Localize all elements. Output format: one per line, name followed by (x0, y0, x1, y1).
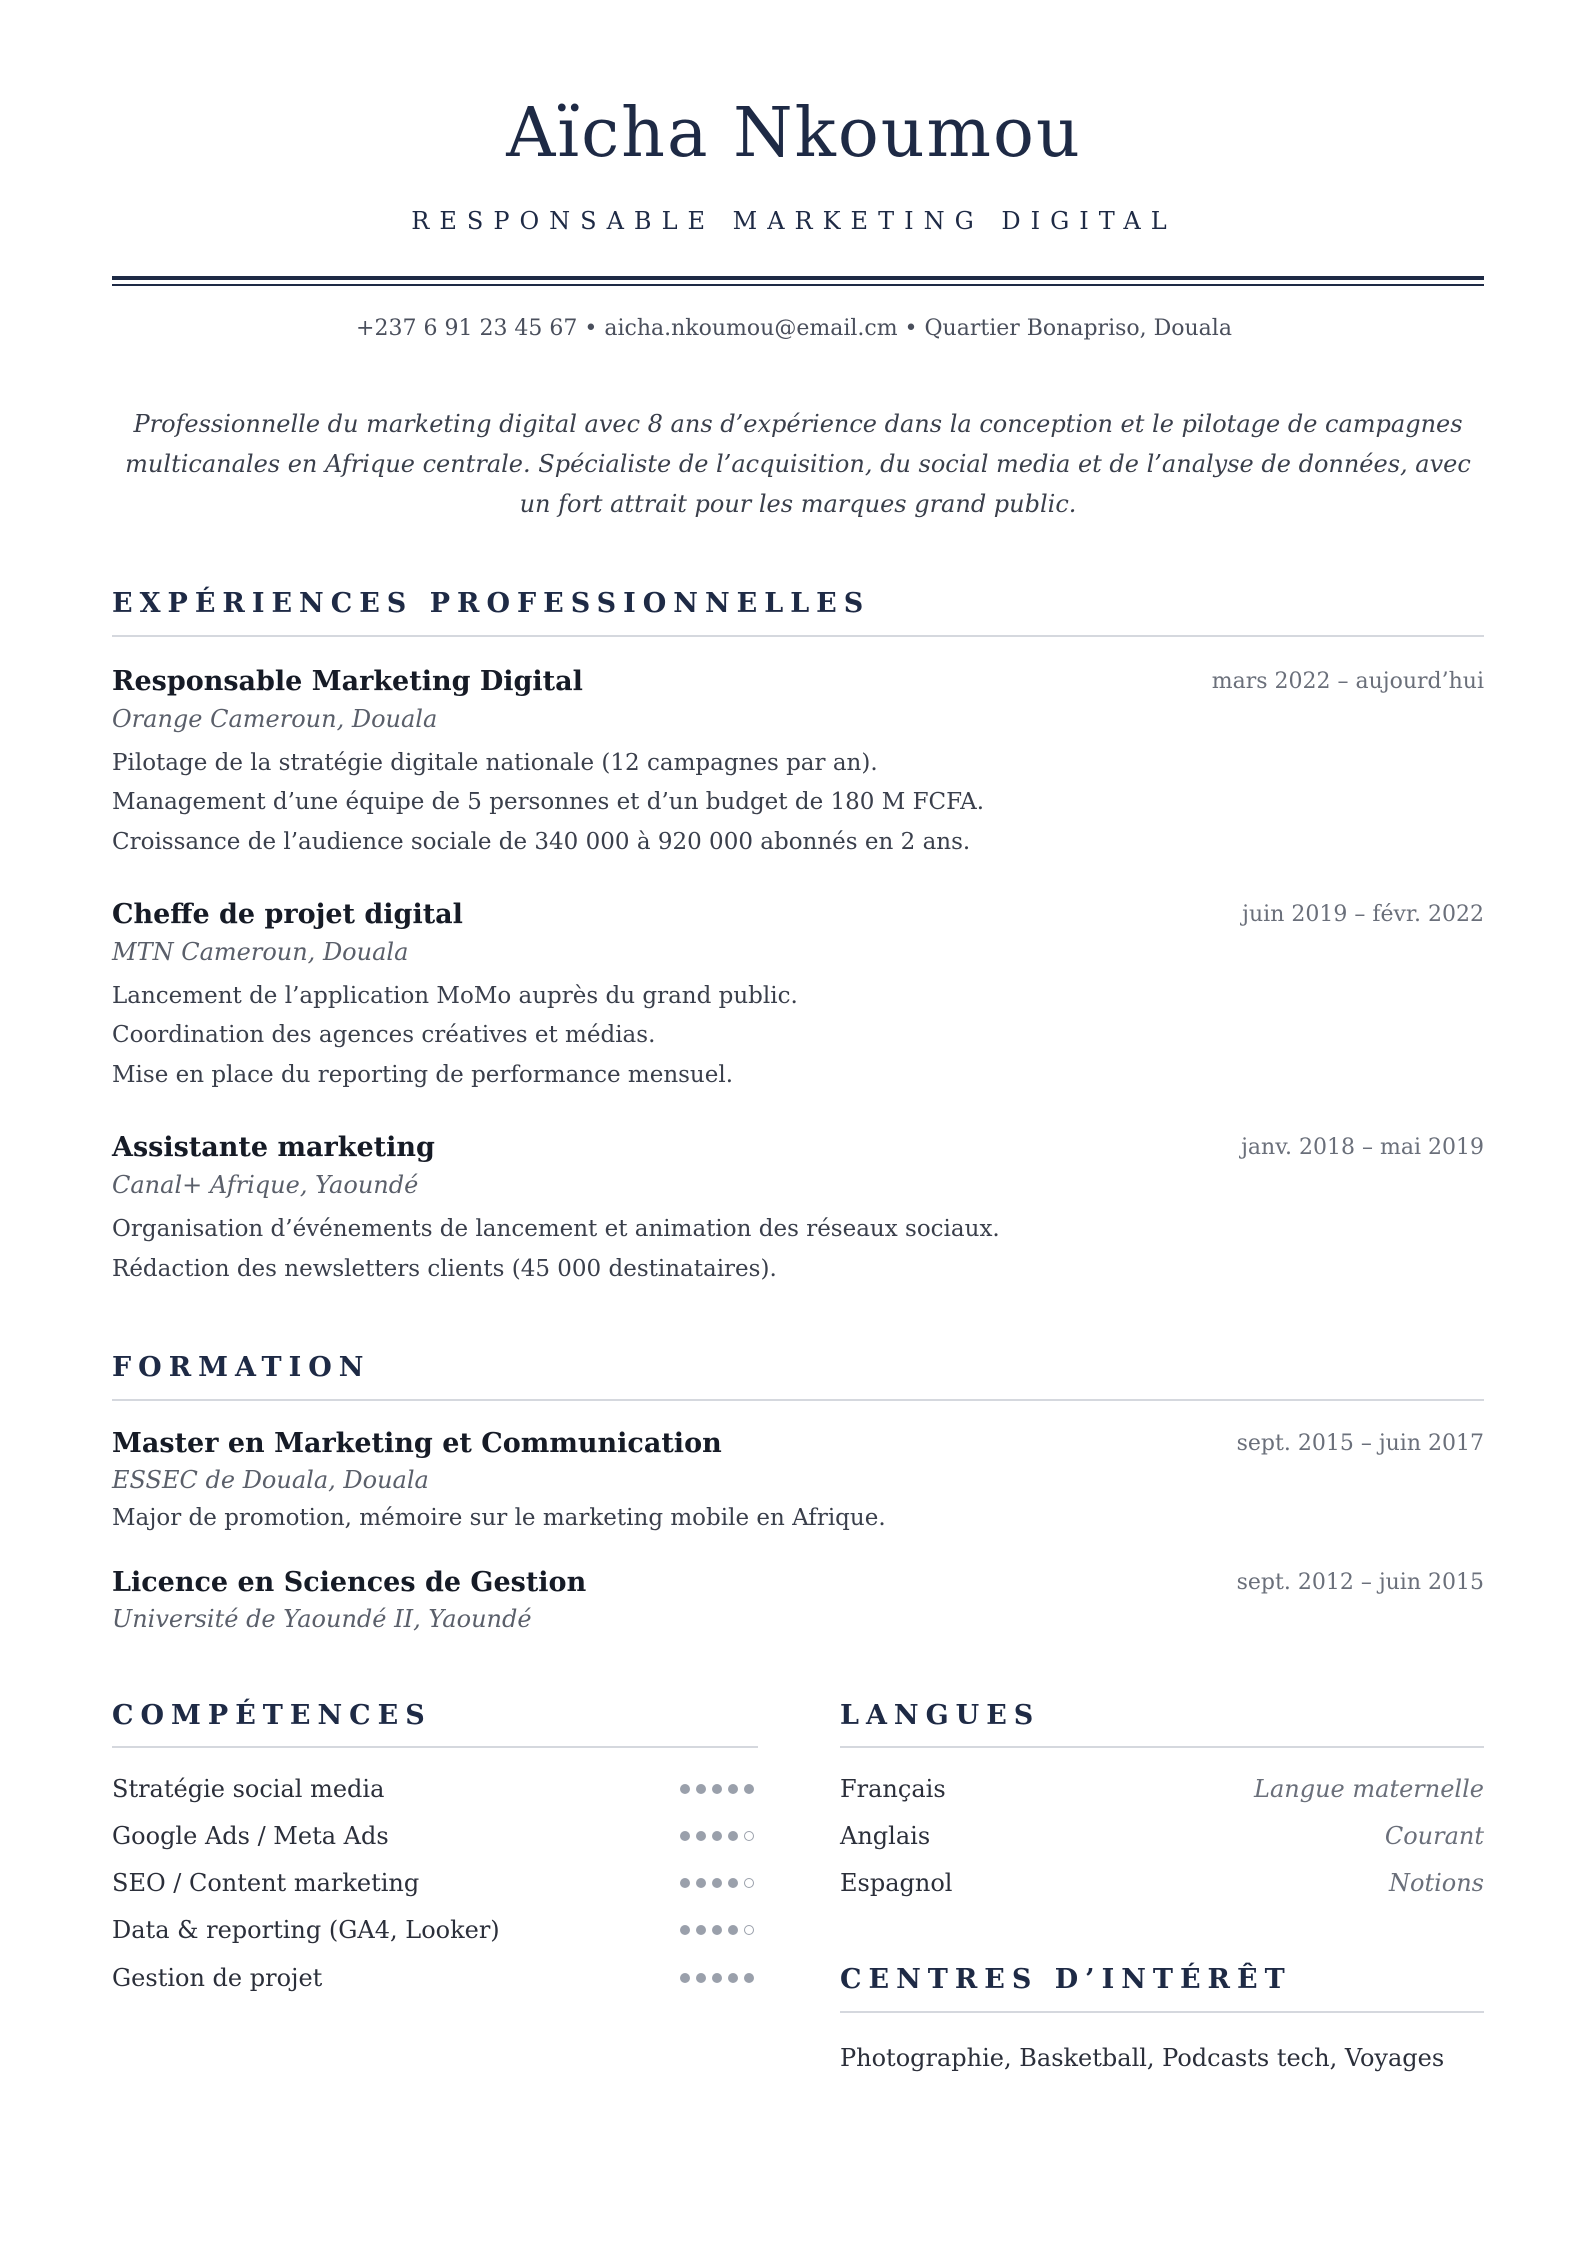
job-title: Cheffe de projet digital (112, 899, 463, 930)
empty-dot-icon (744, 1925, 754, 1935)
filled-dot-icon (744, 1784, 754, 1794)
job-title: Responsable Marketing Digital (112, 666, 583, 697)
contact-info: +237 6 91 23 45 67 • aicha.nkoumou@email.cm • Quartier Bonapriso, Douala (356, 316, 1232, 341)
interests-list: Photographie, Basketball, Podcasts tech, Voyages (840, 2044, 1445, 2072)
degree-title: Licence en Sciences de Gestion (112, 1567, 587, 1598)
language-level: Langue maternelle (1254, 1775, 1484, 1803)
job-detail-line: Management d’une équipe de 5 personnes et d’un budget de 180 M FCFA. (112, 789, 985, 815)
skill-level-dots (680, 1963, 754, 1993)
skills-section-title: COMPÉTENCES (112, 1700, 432, 1731)
filled-dot-icon (728, 1831, 738, 1841)
profile-summary: Professionnelle du marketing digital avec 8 ans d’expérience dans la conception et le pilotage de campagnes multicanales en Afrique centrale. Spécialiste de l’acquisition, du social media et de l’analyse de données, avec un fort attrait pour les marques grand public. (125, 410, 1471, 518)
skill-name: Gestion de projet (112, 1964, 323, 1992)
filled-dot-icon (680, 1784, 690, 1794)
skill-row (112, 1821, 754, 1851)
education-section-title: FORMATION (112, 1352, 371, 1383)
filled-dot-icon (696, 1831, 706, 1841)
skill-name: SEO / Content marketing (112, 1869, 420, 1897)
skill-level-dots (680, 1821, 754, 1851)
language-name: Anglais (840, 1822, 931, 1850)
skill-name: Stratégie social media (112, 1775, 385, 1803)
filled-dot-icon (728, 1784, 738, 1794)
filled-dot-icon (680, 1831, 690, 1841)
header-rule-thick (112, 276, 1484, 280)
language-name: Français (840, 1775, 946, 1803)
filled-dot-icon (744, 1973, 754, 1983)
job-dates: mars 2022 – aujourd’hui (1211, 669, 1484, 694)
skill-name: Google Ads / Meta Ads (112, 1822, 389, 1850)
skill-row (112, 1915, 754, 1945)
degree-school: Université de Yaoundé II, Yaoundé (112, 1605, 532, 1633)
job-employer: Canal+ Afrique, Yaoundé (112, 1171, 419, 1199)
empty-dot-icon (744, 1831, 754, 1841)
filled-dot-icon (712, 1878, 722, 1888)
job-detail-line: Croissance de l’audience sociale de 340 000 à 920 000 abonnés en 2 ans. (112, 829, 971, 855)
language-name: Espagnol (840, 1869, 953, 1897)
header-rule-thin (112, 284, 1484, 286)
language-level: Courant (1384, 1822, 1484, 1850)
language-row (840, 1821, 1484, 1851)
filled-dot-icon (696, 1925, 706, 1935)
skill-level-dots (680, 1915, 754, 1945)
filled-dot-icon (728, 1925, 738, 1935)
job-detail-line: Organisation d’événements de lancement et animation des réseaux sociaux. (112, 1216, 1000, 1242)
filled-dot-icon (728, 1878, 738, 1888)
skill-level-dots (680, 1868, 754, 1898)
job-title: Assistante marketing (112, 1132, 435, 1163)
skill-row (112, 1963, 754, 1993)
language-level: Notions (1389, 1869, 1484, 1897)
job-detail-line: Coordination des agences créatives et médias. (112, 1022, 656, 1048)
empty-dot-icon (744, 1878, 754, 1888)
job-detail-line: Rédaction des newsletters clients (45 000 destinataires). (112, 1256, 777, 1282)
candidate-name: Aïcha Nkoumou (506, 94, 1082, 173)
experience-section-rule (112, 635, 1484, 637)
skill-level-dots (680, 1774, 754, 1804)
degree-detail-line: Major de promotion, mémoire sur le marketing mobile en Afrique. (112, 1505, 886, 1531)
skill-row (112, 1774, 754, 1804)
language-row (840, 1774, 1484, 1804)
job-detail-line: Lancement de l’application MoMo auprès du grand public. (112, 983, 798, 1009)
interests-section-title: CENTRES D’INTÉRÊT (840, 1964, 1292, 1995)
degree-dates: sept. 2012 – juin 2015 (1236, 1570, 1484, 1595)
languages-section-title: LANGUES (840, 1700, 1041, 1731)
interests-section-rule (840, 2011, 1484, 2013)
job-employer: MTN Cameroun, Douala (112, 938, 409, 966)
filled-dot-icon (696, 1973, 706, 1983)
job-detail-line: Mise en place du reporting de performance mensuel. (112, 1062, 734, 1088)
candidate-role: RESPONSABLE MARKETING DIGITAL (411, 207, 1177, 235)
filled-dot-icon (696, 1878, 706, 1888)
language-row (840, 1868, 1484, 1898)
job-dates: juin 2019 – févr. 2022 (1242, 902, 1484, 927)
degree-school: ESSEC de Douala, Douala (112, 1466, 429, 1494)
filled-dot-icon (712, 1973, 722, 1983)
filled-dot-icon (680, 1925, 690, 1935)
skill-name: Data & reporting (GA4, Looker) (112, 1916, 500, 1944)
filled-dot-icon (680, 1878, 690, 1888)
languages-section-rule (840, 1746, 1484, 1748)
job-dates: janv. 2018 – mai 2019 (1241, 1135, 1484, 1160)
filled-dot-icon (712, 1831, 722, 1841)
job-employer: Orange Cameroun, Douala (112, 705, 438, 733)
filled-dot-icon (712, 1784, 722, 1794)
filled-dot-icon (680, 1973, 690, 1983)
filled-dot-icon (712, 1925, 722, 1935)
experience-section-title: EXPÉRIENCES PROFESSIONNELLES (112, 588, 871, 619)
degree-title: Master en Marketing et Communication (112, 1428, 722, 1459)
skill-row (112, 1868, 754, 1898)
filled-dot-icon (728, 1973, 738, 1983)
job-detail-line: Pilotage de la stratégie digitale nationale (12 campagnes par an). (112, 750, 878, 776)
degree-dates: sept. 2015 – juin 2017 (1236, 1431, 1484, 1456)
education-section-rule (112, 1399, 1484, 1401)
filled-dot-icon (696, 1784, 706, 1794)
skills-section-rule (112, 1746, 758, 1748)
